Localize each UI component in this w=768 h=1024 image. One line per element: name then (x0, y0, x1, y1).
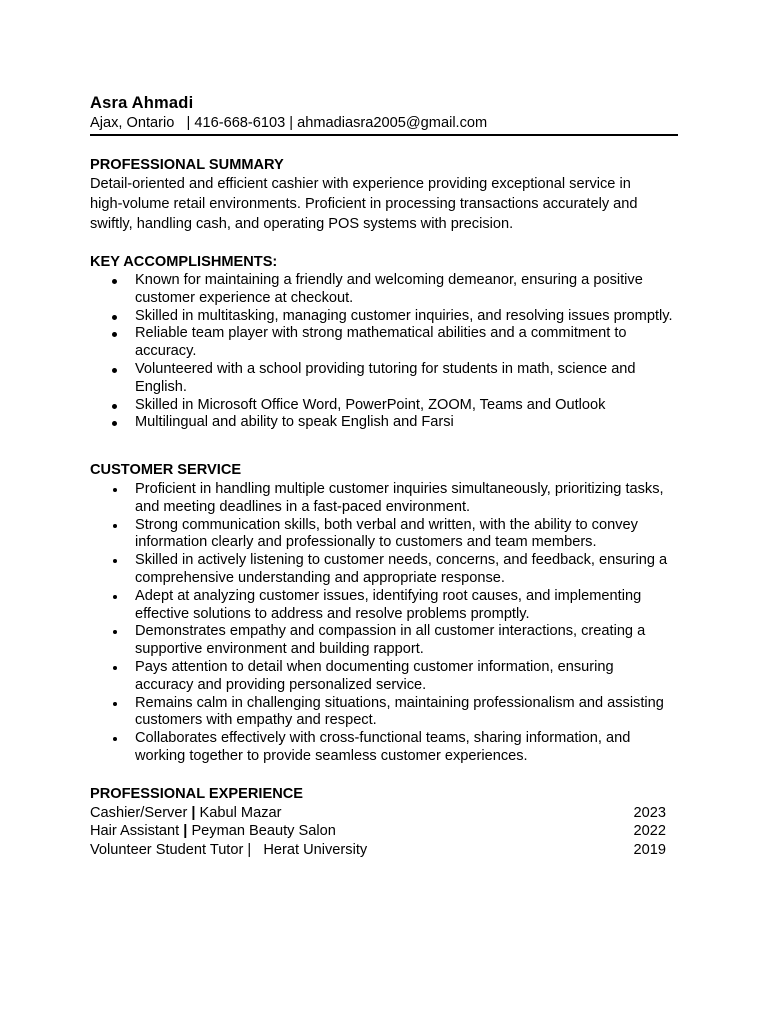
bullet-icon (113, 488, 117, 492)
list-item (90, 695, 675, 731)
list-item-text: Strong communication skills, both verbal and written, with the ability to convey information clearly and professionally to customers and team members. (135, 516, 638, 551)
list-item (90, 552, 675, 588)
separator: | (191, 805, 196, 821)
contact-line: Ajax, Ontario | 416-668-6103 | ahmadiasra2005@gmail.com (90, 115, 488, 131)
list-item-text: Skilled in actively listening to customer needs, concerns, and feedback, ensuring a comprehensive understanding and appropriate response. (135, 552, 668, 586)
list-item (90, 588, 675, 624)
bullet-icon (113, 559, 117, 563)
experience-row (90, 823, 666, 841)
employer: Herat University (263, 842, 368, 858)
list-item-text: Known for maintaining a friendly and welcoming demeanor, ensuring a positive customer experience at checkout. (135, 272, 643, 306)
separator: | (183, 823, 188, 839)
bullet-icon (113, 630, 117, 634)
job-year: 2019 (633, 842, 666, 858)
list-item-text: Multilingual and ability to speak English and Farsi (135, 414, 454, 431)
list-item-text: Demonstrates empathy and compassion in all customer interactions, creating a supportive environment and building rapport. (135, 623, 646, 658)
experience-entry (90, 805, 281, 821)
experience-entry (90, 842, 367, 858)
job-year: 2022 (633, 823, 666, 839)
employer: Peyman Beauty Salon (191, 823, 336, 839)
list-item (90, 481, 675, 517)
list-item-text: Skilled in multitasking, managing customer inquiries, and resolving issues promptly. (135, 307, 673, 324)
customer-service-list (90, 481, 675, 766)
list-item (90, 325, 675, 361)
bullet-icon (113, 737, 117, 741)
summary-heading: PROFESSIONAL SUMMARY (90, 157, 284, 173)
job-title: Cashier/Server (90, 805, 188, 821)
bullet-icon (112, 368, 117, 373)
list-item-text: Proficient in handling multiple customer inquiries simultaneously, prioritizing tasks, and meeting deadlines in a fast-paced environment. (135, 481, 664, 515)
bullet-icon (112, 421, 117, 426)
list-item-text: Adept at analyzing customer issues, identifying root causes, and implementing effective solutions to address and resolve problems promptly. (135, 587, 642, 622)
bullet-icon (113, 702, 117, 706)
list-item (90, 272, 675, 308)
list-item (90, 623, 675, 659)
list-item-text: Collaborates effectively with cross-functional teams, sharing information, and working together to provide seamless customer experiences. (135, 730, 631, 764)
list-item-text: Pays attention to detail when documenting customer information, ensuring accuracy and providing personalized service. (135, 658, 614, 693)
bullet-icon (113, 595, 117, 599)
header-divider (90, 134, 678, 136)
separator: | (247, 842, 252, 858)
job-year: 2023 (633, 805, 666, 821)
bullet-icon (112, 404, 117, 409)
summary-line: swiftly, handling cash, and operating POS systems with precision. (90, 216, 514, 232)
experience-entry (90, 823, 336, 839)
bullet-icon (112, 279, 117, 284)
list-item (90, 308, 675, 326)
bullet-icon (112, 315, 117, 320)
candidate-name: Asra Ahmadi (90, 94, 194, 112)
list-item (90, 397, 675, 415)
job-title: Hair Assistant (90, 823, 180, 839)
list-item-text: Reliable team player with strong mathematical abilities and a commitment to accuracy. (135, 325, 627, 360)
experience-row (90, 842, 666, 860)
list-item-text: Remains calm in challenging situations, maintaining professionalism and assisting customers with empathy and respect. (135, 694, 664, 729)
list-item (90, 517, 675, 553)
accomplishments-heading: KEY ACCOMPLISHMENTS: (90, 254, 278, 270)
experience-heading: PROFESSIONAL EXPERIENCE (90, 786, 304, 802)
list-item (90, 730, 675, 766)
summary-line: high-volume retail environments. Proficient in processing transactions accurately and (90, 196, 638, 212)
summary-line: Detail-oriented and efficient cashier with experience providing exceptional service in (90, 176, 631, 192)
bullet-icon (113, 666, 117, 670)
employer: Kabul Mazar (199, 805, 282, 821)
list-item (90, 414, 675, 432)
list-item (90, 361, 675, 397)
list-item-text: Volunteered with a school providing tutoring for students in math, science and English. (135, 360, 636, 395)
customer-service-heading: CUSTOMER SERVICE (90, 462, 242, 478)
list-item-text: Skilled in Microsoft Office Word, PowerPoint, ZOOM, Teams and Outlook (135, 396, 606, 413)
experience-row (90, 805, 666, 823)
bullet-icon (113, 524, 117, 528)
list-item (90, 659, 675, 695)
accomplishments-list (90, 272, 675, 432)
job-title: Volunteer Student Tutor (90, 842, 244, 858)
bullet-icon (112, 332, 117, 337)
